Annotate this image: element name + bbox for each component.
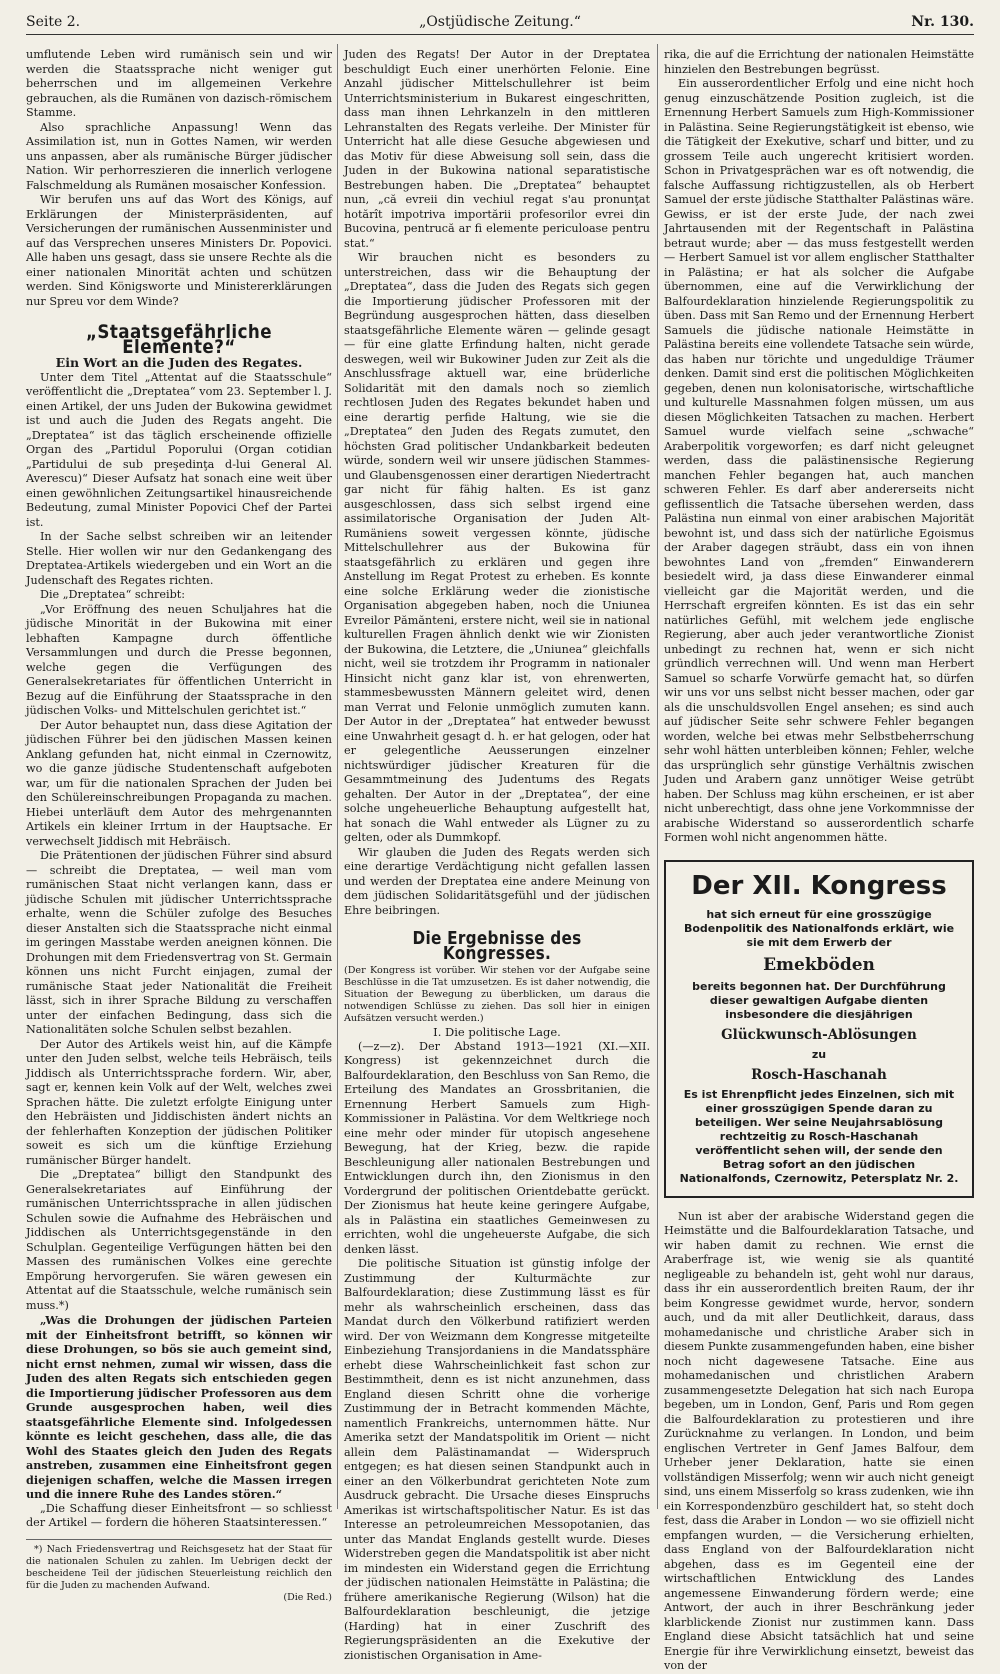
ad-holiday: Rosch-Haschanah <box>751 1066 887 1083</box>
article-subheadline: Ein Wort an die Juden des Regates. <box>55 355 303 370</box>
paragraph: Wir brauchen nicht es besonders zu unterstreichen, dass wir die Behauptung der „Dreptatea“, dass die Juden des Regats sich gegen die Importierung jüdischer Professoren mit der Begründung ausgesprochen hätten, dass dieselben staatsgefährliche Elemente wären — gelinde gesagt — für eine glatte Erfindung halten, nicht gerade deswegen, weil wir Bukowiner Juden zur Zeit als die Anschlussfrage aktuell war, eine brüderliche Solidarität mit den damals noch so ziemlich rechtlosen Juden des Regates bekundet haben und eine derartig perfide Haltung, wie sie die „Dreptatea“ den Juden des Regats zumutet, den höchsten Grad politischer Undankbarkeit bedeuten würde, sondern weil wir unsere jüdischen Stammes- und Glaubensgenossen einer derartigen Niedertracht gar nicht für fähig halten. Es ist ganz ausgeschlossen, dass sich selbst irgend eine assimilatorische Organisation der Juden Alt-Rumäniens soweit vergessen könnte, jüdische Mittelschullehrer aus der Bukowina für staatsgefährlich zu erklären und gegen ihre Anstellung im Regat Protest zu erheben. Es konnte eine solche Erklärung weder die zionistische Organisation abgegeben haben, noch die Uniunea Evreilor Pămănteni, erstere nicht, weil sie in national kulturellen Fragen ähnlich denkt wie wir Zionisten der Bukowina, die Letztere, die „Uniunea“ gleichfalls nicht, weil sie trotzdem ihr Programm in nationaler Hinsicht nicht ganz klar ist, von ehrenwerten, stammesbewussten Männern geleitet wird, denen man Verrat und Felonie unmöglich zumuten kann. Der Autor in der „Dreptatea“ hat entweder bewusst eine Unwahrheit gesagt d. h. er hat gelogen, oder hat er gelegentliche Aeusserungen einzelner nichtswürdiger jüdischer Kreaturen für die Gesammtmeinung des Judentums des Regats gehalten. Der Autor in der „Dreptatea“, der eine solche ungeheuerliche Behauptung aufgestellt hat, hat sonach die Wahl entweder als Lügner zu zu gelten, oder als Dummkopf. <box>344 251 650 844</box>
paragraph: Unter dem Titel „Attentat auf die Staatsschule“ veröffentlicht die „Dreptatea“ vom 23. September l. J. einen Artikel, der uns Juden der Bukowina gewidmet ist und auch die Juden des Regats angeht. Die „Dreptatea“ ist das täglich erscheinende offizielle Organ des „Partidul Poporului (Organ cotidian „Partidului de sub preşedinţa d-lui General Al. Averescu)“ Dieser Aufsatz hat sonach eine weit über einen gewöhnlichen Zeitungsartikel hinausreichende Bedeutung, zumal Minister Popovici Chef der Partei ist. <box>26 370 332 529</box>
ad-text: Es ist Ehrenpflicht jedes Einzelnen, sich mit einer grosszügigen Spende daran zu beteiligen. Wer seine Neujahrsablösung rechtzeitig zu Rosch-Haschanah veröffentlicht sehen will, der sende den Betrag sofort an den jüdischen Nationalfonds, Czernowitz, Petersplatz Nr. 2. <box>679 1087 959 1185</box>
paragraph: Die „Dreptatea“ schreibt: <box>40 588 186 601</box>
paragraph: Der Autor behauptet nun, dass diese Agitation der jüdischen Führer bei den jüdischen Massen keinen Anklang gefunden hat, nicht einmal in Czernowitz, wo die ganze jüdische Studentenschaft aufgeboten war, um für die nationalen Sprachen der Juden bei den Schülereinschreibungen Propaganda zu machen. Hiebei unterläuft dem Autor des mehrgenannten Artikels ein kleiner Irrtum in der Hauptsache. Er verwechselt Jiddisch mit Hebräisch. <box>26 718 332 848</box>
paragraph: Wir glauben die Juden des Regats werden sich eine derartige Verdächtigung nicht gefallen lassen und werden der Dreptatea eine andere Meinung von dem jüdischen Solidaritätsgefühl und der jüdischen Ehre beibringen. <box>344 845 650 917</box>
column-divider <box>337 44 338 1509</box>
ad-place: Emekböden <box>763 954 875 975</box>
paragraph: Wir berufen uns auf das Wort des Königs, auf Erklärungen der Ministerpräsidenten, auf Versicherungen der rumänischen Aussenminister und auf das Versprechen unseres Ministers Dr. Popovici. Alle haben uns gesagt, dass sie unsere Rechte als die einer nationalen Minorität achten und schützen werden. Sind Königsworte und Ministererklärungen nur Spreu vor dem Winde? <box>26 193 332 308</box>
newspaper-title: „Ostjüdische Zeitung.“ <box>419 14 581 30</box>
section-title: I. Die politische Lage. <box>433 1025 561 1039</box>
paragraph: umflutende Leben wird rumänisch sein und wir werden die Staatssprache nicht weniger gut beherrschen und im allgemeinen Verkehre gebrauchen, als die Rumänen von dazisch-römischem Stamme. <box>26 48 332 119</box>
paragraph: Ein ausserordentlicher Erfolg und eine nicht hoch genug einzuschätzende Position zugleich, ist die Ernennung Herbert Samuels zum High-Kommissioner in Palästina. Seine Regierungstätigkeit ist ebenso, wie die Tätigkeit der Exekutive, scharf und bitter, und zu grossem Teile auch ungerecht kritisiert worden. Schon in Privatgesprächen war es oft notwendig, die falsche Auffassung richtigzustellen, als ob Herbert Samuel der erste jüdische Statthalter Palästinas wäre. Gewiss, er ist der erste Jude, der nach zwei Jahrtausenden mit der Regentschaft in Palästina betraut wurde; aber — das muss festgestellt werden — Herbert Samuel ist vor allem englischer Statthalter in Palästina; er hat als solcher die Aufgabe übernommen, eine auf die Verwirklichung der Balfourdeklaration hinzielende Regierungspolitik zu üben. Dass mit San Remo und der Ernennung Herbert Samuels die jüdische nationale Heimstätte in Palästina bereits eine vollendete Tatsache sein würde, das haben nur törichte und ungeduldige Träumer denken. Damit sind erst die politischen Möglichkeiten gegeben, denen nun kolonisatorische, wirtschaftliche und kulturelle Massnahmen folgen müssen, um aus diesen Möglichkeiten Tatsachen zu machen. Herbert Samuel wurde vielfach seine „schwache“ Araberpolitik vorgeworfen; es darf nicht geleugnet werden, dass die palästinensische Regierung manchen Fehler begangen hat, auch manchen schweren Fehler. Es darf aber andererseits nicht geflissentlich die Tatsache übersehen werden, dass Palästina nun einmal von einer arabischen Majorität bewohnt ist, und dass sich der natürliche Egoismus der Araber dagegen sträubt, dass ein von ihnen bewohntes Land von „fremden“ Einwanderern besiedelt wird, ja dass diese Einwanderer einmal vielleicht gar die Majorität werden, und die Herrschaft ergreifen könnten. Es ist das ein sehr natürliches Gefühl, mit welchem jede englische Regierung, aber auch jeder verantwortliche Zionist unbedingt zu rechnen hat, wenn er sich nicht gründlich verrechnen will. Und wenn man Herbert Samuel so scharfe Vorwürfe gemacht hat, so dürfen wir uns vor uns selbst nicht besser machen, oder gar als die unschuldsvollen Engel ansehen; es sind auch auf jüdischer Seite sehr schwere Fehler begangen worden, welche bei etwas mehr Selbstbeherrschung sehr wohl hätten unterbleiben können; Fehler, welche das ursprünglich sehr günstige Verhältnis zwischen Juden und Arabern ganz unnötiger Weise getrübt haben. Der Schluss mag kühn erscheinen, er ist aber nicht unberechtigt, dass ohne jene Vorkommnisse der arabische Widerstand so ausserordentlich scharfe Formen wohl nicht angenommen hätte. <box>664 77 974 844</box>
paragraph: Also sprachliche Anpassung! Wenn das Assimilation ist, nun in Gottes Namen, wir werden uns anpassen, aber als rumänische Bürger jüdischer Nation. Wir perhorreszieren die innerlich verlogene Falschmeldung als Rumänen mosaischer Konfession. <box>26 120 332 192</box>
paragraph: Die „Dreptatea“ billigt den Standpunkt des Generalsekretariates auf Einführung der rumänischen Unterrichtssprache in allen jüdischen Schulen sowie die Aufnahme des Hebräischen und Jiddischen als Unterrichtsgegenstände in den Schulplan. Gegenteilige Verfügungen hätten bei den Massen des rumänischen Volkes eine gerechte Empörung hervorgerufen. Sie wären gewesen ein Attentat auf die Staatsschule, welche rumänisch sein muss.*) <box>26 1168 332 1312</box>
advertisement-box <box>664 860 974 1198</box>
paragraph: „Was die Drohungen der jüdischen Parteien mit der Einheitsfront betrifft, so können wir diese Drohungen, so bös sie auch gemeint sind, nicht ernst nehmen, zumal wir wissen, dass die Juden des alten Regats sich entschieden gegen die Importierung jüdischer Professoren aus dem Grunde ausgesprochen haben, weil dies staatsgefährliche Elemente sind. Infolgedessen könnte es leicht geschehen, dass alle, die das Wohl des Staates gleich den Juden des Regats anstreben, zusammen eine Einheitsfront gegen diejenigen schaffen, welche die Massen irregen und die innere Ruhe des Landes stören.“ <box>26 1313 332 1501</box>
article-headline: Die Ergebnisse des Kongresses. <box>412 928 582 964</box>
paragraph: In der Sache selbst schreiben wir an leitender Stelle. Hier wollen wir nur den Gedankengang des Dreptatea-Artikels wiedergeben und ein Wort an die Judenschaft des Regates richten. <box>26 530 332 587</box>
page-header <box>26 10 974 34</box>
editor-note: (Der Kongress ist vorüber. Wir stehen vor der Aufgabe seine Beschlüsse in die Tat umzusetzen. Es ist daher notwendig, die Situation der Bewegung zu überblicken, um daraus die notwendigen Schlüsse zu ziehen. Das soll hier in einigen Aufsätzen versucht werden.) <box>344 965 650 1024</box>
page-label: Seite 2. <box>26 14 81 30</box>
paragraph: „Vor Eröffnung des neuen Schuljahres hat die jüdische Minorität in der Bukowina mit einer lebhaften Kampagne durch öffentliche Versammlungen und durch die Presse begonnen, welche gegen die Verfügungen des Generalsekretariates für öffentlichen Unterricht in Bezug auf die Einführung der Staatssprache in den jüdischen Volks- und Mittelschulen gerichtet ist.“ <box>26 602 332 717</box>
paragraph: Juden des Regats! Der Autor in der Dreptatea beschuldigt Euch einer unerhörten Felonie. Eine Anzahl jüdischer Mittelschullehrer ist beim Unterrichtsministerium in Bukarest eingeschritten, dass man ihnen Lehrkanzeln in den mittleren Lehranstalten des Regats verleihe. Der Minister für Unterricht hat alle diese Gesuche abgewiesen und das Motiv für diese Abweisung soll sein, dass die Juden in der Bukowina national separatistische Bestrebungen haben. Die „Dreptatea“ behauptet nun, „că evreii din vechiul regat s'au pronunţat hotărît impotriva importării profesorilor evrei din Bucovina, pentrucă ar fi elemente periculoase pentru stat.“ <box>344 48 650 250</box>
ad-text: bereits begonnen hat. Der Durchführung dieser gewaltigen Aufgabe dienten insbesondere die diesjährigen <box>692 979 946 1021</box>
ad-item: Glückwunsch-Ablösungen <box>721 1026 917 1043</box>
column-divider <box>657 44 658 1509</box>
ad-connector: zu <box>811 1047 827 1061</box>
column-2 <box>344 48 650 1662</box>
article-headline: „Staatsgefährliche Elemente?“ <box>85 321 273 358</box>
issue-number: Nr. 130. <box>911 14 974 30</box>
column-3 <box>664 48 974 1672</box>
column-1 <box>26 48 332 1603</box>
paragraph: Die politische Situation ist günstig infolge der Zustimmung der Kulturmächte zur Balfourdeklaration; diese Zustimmung lässt es für mehr als wahrscheinlich erscheinen, dass das Mandat durch den Völkerbund ratifiziert werden wird. Der von Weizmann dem Kongresse mitgeteilte Einbeziehung Transjordaniens in die Mandatssphäre erhebt diese Wahrscheinlichkeit fast schon zur Bestimmtheit, denn es ist nicht anzunehmen, dass England diesen Schritt ohne die vorherige Zustimmung der in Betracht kommenden Mächte, namentlich Frankreichs, unternommen hätte. Nur Amerika setzt der Mandatspolitik im Orient — nicht allein dem Palästinamandat — Widerspruch entgegen; es hat diesen seinen Standpunkt auch in einer an den Völkerbundrat gerichteten Note zum Ausdruck gebracht. Die Ursache dieses Einspruchs Amerikas ist wirtschaftspolitischer Natur. Es ist das Interesse an petroleumreichen Messopotanien, das unter das Mandat Englands gestellt wurde. Dieses Widerstreben gegen die Mandatspolitik ist aber nicht im mindesten ein Widerstand gegen die Errichtung der jüdischen nationalen Heimstätte in Palästina; die frühere amerikanische Regierung (Wilson) hat die Balfourdeklaration beschleunigt, die jetzige (Harding) hat in einer Zuschrift des Regierungspräsidenten an die Exekutive der zionistischen Organisation in Ame- <box>344 1257 650 1662</box>
footnote-text: *) Nach Friedensvertrag und Reichsgesetz hat der Staat für die nationalen Schulen zu zahlen. Im Uebrigen deckt der bescheidene Teil der jüdischen Steuerleistung reichlich den für die Juden zu machenden Aufwand. <box>26 1543 332 1591</box>
paragraph: Die Prätentionen der jüdischen Führer sind absurd — schreibt die Dreptatea, — weil man vom rumänischen Staat nicht verlangen kann, dass er jüdische Schulen mit jüdischer Unterrichtssprache erhalte, wenn die Schüler zufolge des Besuches dieser Anstalten sich die Staatssprache nicht einmal im geringen Masstabe werden aneignen können. Die Drohungen mit dem Friedensvertrag von St. Germain können uns nicht Furcht einjagen, zumal der rumänische Staat jeder Nationalität die Freiheit lässt, sich in ihrer Sprache Bildung zu verschaffen unter der einfachen Bedingung, dass sich die Nationalitäten solche Schulen selbst bezahlen. <box>26 849 332 1036</box>
ad-text: hat sich erneut für eine grosszügige Bodenpolitik des Nationalfonds erklärt, wie sie mit dem Erwerb der <box>683 907 955 949</box>
header-rule <box>26 34 974 35</box>
paragraph: Der Autor des Artikels weist hin, auf die Kämpfe unter den Juden selbst, welche teils Hebräisch, teils Jiddisch als Unterrichtssprache fordern. Wir, aber, sagt er, kennen kein Volk auf der Welt, welches zwei Sprachen hätte. Die zuletzt erfolgte Einigung unter den Hebräisten und Jiddischisten ändert nichts an der fehlerhaften Konzeption der jüdischen Politiker soweit es sich um die künftige Erziehung rumänischer Bürger handelt. <box>26 1037 332 1167</box>
ad-title: Der XII. Kongress <box>691 870 947 901</box>
paragraph: rika, die auf die Errichtung der nationalen Heimstätte hinzielen den Bestrebungen begrüsst. <box>664 48 974 76</box>
paragraph: (—z—z). Der Abstand 1913—1921 (XI.—XII. Kongress) ist gekennzeichnet durch die Balfourdeklaration, den Beschluss von San Remo, die Erteilung des Mandates an Grossbritanien, die Ernennung Herbert Samuels zum High-Kommissioner in Palästina. Vor dem Weltkriege noch eine mehr oder minder für utopisch angesehene Bewegung, hat der Krieg, bezw. die rapide Beschleunigung aller nationalen Bestrebungen und Entwicklungen durch ihn, den Zionismus in den Vordergrund der politischen Orientdebatte gerückt. Der Zionismus hat heute keine geringere Aufgabe, als in Palästina ein staatliches Gemeinwesen zu errichten, wohl die ungeheuerste Aufgabe, die sich denken lässt. <box>344 1039 650 1256</box>
paragraph: „Die Schaffung dieser Einheitsfront — so schliesst der Artikel — fordern die höheren Staatsinteressen.“ <box>26 1501 332 1529</box>
footnote <box>26 1539 332 1604</box>
footnote-signature: (Die Red.) <box>283 1591 332 1603</box>
paragraph: Nun ist aber der arabische Widerstand gegen die Heimstätte und die Balfourdeklaration Tatsache, und wir haben damit zu rechnen. Wie ernst die Araberfrage ist, wie wenig sie als quantité negligeable zu behandeln ist, geht wohl nur daraus, dass ihr ein ausserordentlich breiten Raum, der ihr beim Kongresse gewidmet wurde, hervor, sondern auch, und da mit aller Deutlichkeit, daraus, dass mohamedanische und christliche Araber sich in diesem Punkte zusammengefunden haben, eine bisher noch nicht dagewesene Tatsache. Eine aus mohamedanischen und christlichen Arabern zusammengesetzte Delegation hat sich nach Europa begeben, um in London, Genf, Paris und Rom gegen die Balfourdeklaration zu protestieren und ihre Zurücknahme zu verlangen. In London, und beim englischen Vertreter in Genf James Balfour, dem Urheber jener Deklaration, hatte sie einen vollständigen Misserfolg; wenn wir auch nicht geneigt sind, uns einem Misserfolg so krass zudenken, wie ihn ein Korrespondenzbüro geschildert hat, so steht doch fest, dass die Araber in London — wo sie offiziell nicht empfangen wurden, — die Versicherung erhielten, dass England von der Balfourdeklaration nicht abgehen, dass es im Gegenteil eine der wirtschaftlichen Entwicklung des Landes angemessene Einwanderung fördern werde; eine Antwort, der auch in ihrer Beschränkung jeder klarblickende Zionist nur zustimmen kann. Dass England diese Absicht tatsächlich hat und seine Energie für ihre Verwirklichung einsetzt, beweist das von der <box>664 1209 974 1672</box>
